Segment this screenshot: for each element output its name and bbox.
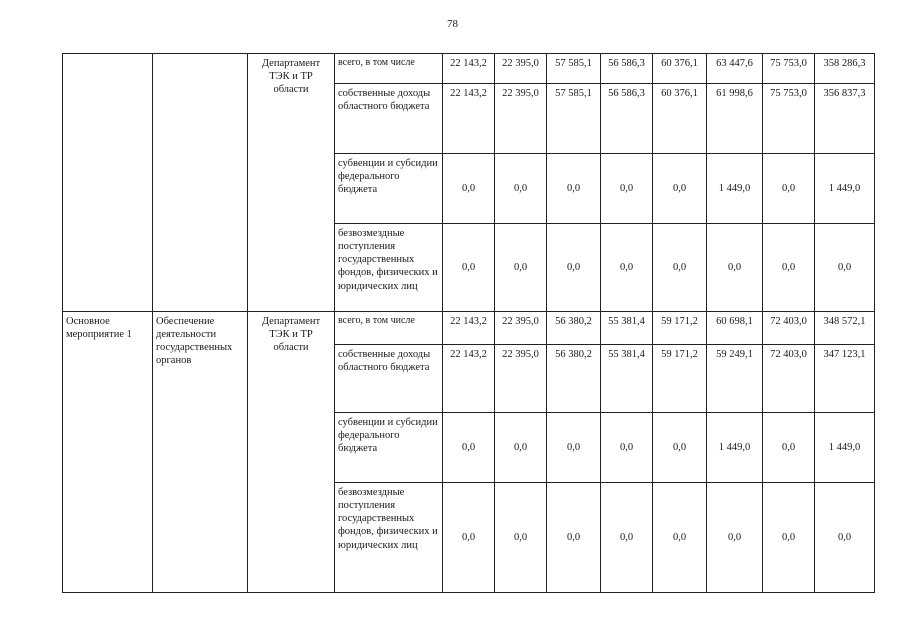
value-cell: 60 376,1 bbox=[653, 84, 707, 154]
value-cell: 0,0 bbox=[601, 483, 653, 593]
source-label: субвенции и субсидии федерального бюджета bbox=[335, 154, 443, 224]
source-label: безвозмездные поступления государственных фондов, физических и юридических лиц bbox=[335, 224, 443, 312]
value-cell: 347 123,1 bbox=[815, 345, 875, 413]
executor-cell: Департамент ТЭК и ТР области bbox=[248, 312, 335, 593]
source-label: безвозмездные поступления государственных фондов, физических и юридических лиц bbox=[335, 483, 443, 593]
value-cell: 72 403,0 bbox=[763, 312, 815, 345]
value-cell: 75 753,0 bbox=[763, 54, 815, 84]
value-cell: 0,0 bbox=[495, 224, 547, 312]
source-label: субвенции и субсидии федерального бюджета bbox=[335, 413, 443, 483]
value-cell: 0,0 bbox=[763, 413, 815, 483]
value-cell: 0,0 bbox=[707, 483, 763, 593]
value-cell: 22 395,0 bbox=[495, 54, 547, 84]
value-cell: 0,0 bbox=[547, 154, 601, 224]
value-cell: 0,0 bbox=[653, 413, 707, 483]
value-cell: 75 753,0 bbox=[763, 84, 815, 154]
source-label: всего, в том числе bbox=[335, 312, 443, 345]
value-cell: 0,0 bbox=[443, 224, 495, 312]
value-cell: 22 143,2 bbox=[443, 312, 495, 345]
value-cell: 0,0 bbox=[653, 154, 707, 224]
value-cell: 1 449,0 bbox=[815, 154, 875, 224]
value-cell: 60 698,1 bbox=[707, 312, 763, 345]
value-cell: 57 585,1 bbox=[547, 84, 601, 154]
value-cell: 0,0 bbox=[601, 224, 653, 312]
value-cell: 59 249,1 bbox=[707, 345, 763, 413]
value-cell: 1 449,0 bbox=[707, 413, 763, 483]
source-label: собственные доходы областного бюджета bbox=[335, 84, 443, 154]
value-cell: 0,0 bbox=[653, 483, 707, 593]
value-cell: 0,0 bbox=[443, 413, 495, 483]
value-cell: 0,0 bbox=[495, 413, 547, 483]
value-cell: 22 395,0 bbox=[495, 345, 547, 413]
value-cell: 61 998,6 bbox=[707, 84, 763, 154]
value-cell: 0,0 bbox=[763, 483, 815, 593]
source-label: всего, в том числе bbox=[335, 54, 443, 84]
value-cell: 60 376,1 bbox=[653, 54, 707, 84]
value-cell: 22 143,2 bbox=[443, 345, 495, 413]
value-cell: 0,0 bbox=[547, 483, 601, 593]
value-cell: 356 837,3 bbox=[815, 84, 875, 154]
value-cell: 59 171,2 bbox=[653, 312, 707, 345]
value-cell: 0,0 bbox=[495, 154, 547, 224]
value-cell: 63 447,6 bbox=[707, 54, 763, 84]
value-cell: 0,0 bbox=[601, 154, 653, 224]
value-cell: 0,0 bbox=[601, 413, 653, 483]
value-cell: 0,0 bbox=[815, 483, 875, 593]
value-cell: 56 380,2 bbox=[547, 312, 601, 345]
value-cell: 0,0 bbox=[763, 154, 815, 224]
executor-cell: Департамент ТЭК и ТР области bbox=[248, 54, 335, 312]
value-cell: 22 143,2 bbox=[443, 84, 495, 154]
value-cell: 0,0 bbox=[443, 154, 495, 224]
page-number: 78 bbox=[447, 18, 458, 30]
value-cell: 0,0 bbox=[815, 224, 875, 312]
value-cell: 22 395,0 bbox=[495, 84, 547, 154]
value-cell: 56 586,3 bbox=[601, 54, 653, 84]
value-cell: 0,0 bbox=[707, 224, 763, 312]
value-cell: 0,0 bbox=[547, 413, 601, 483]
budget-table bbox=[62, 53, 875, 593]
value-cell: 1 449,0 bbox=[815, 413, 875, 483]
value-cell: 358 286,3 bbox=[815, 54, 875, 84]
value-cell: 55 381,4 bbox=[601, 345, 653, 413]
value-cell: 22 143,2 bbox=[443, 54, 495, 84]
table-row bbox=[63, 54, 875, 84]
event-cell bbox=[63, 54, 153, 312]
value-cell: 59 171,2 bbox=[653, 345, 707, 413]
value-cell: 57 585,1 bbox=[547, 54, 601, 84]
value-cell: 56 586,3 bbox=[601, 84, 653, 154]
value-cell: 0,0 bbox=[495, 483, 547, 593]
description-cell bbox=[153, 54, 248, 312]
value-cell: 55 381,4 bbox=[601, 312, 653, 345]
value-cell: 72 403,0 bbox=[763, 345, 815, 413]
value-cell: 0,0 bbox=[443, 483, 495, 593]
event-cell: Основное мероприятие 1 bbox=[63, 312, 153, 593]
value-cell: 0,0 bbox=[763, 224, 815, 312]
value-cell: 22 395,0 bbox=[495, 312, 547, 345]
value-cell: 1 449,0 bbox=[707, 154, 763, 224]
value-cell: 0,0 bbox=[547, 224, 601, 312]
table-row bbox=[63, 312, 875, 345]
description-cell: Обеспечение деятельности государственных органов bbox=[153, 312, 248, 593]
value-cell: 0,0 bbox=[653, 224, 707, 312]
value-cell: 56 380,2 bbox=[547, 345, 601, 413]
source-label: собственные доходы областного бюджета bbox=[335, 345, 443, 413]
value-cell: 348 572,1 bbox=[815, 312, 875, 345]
